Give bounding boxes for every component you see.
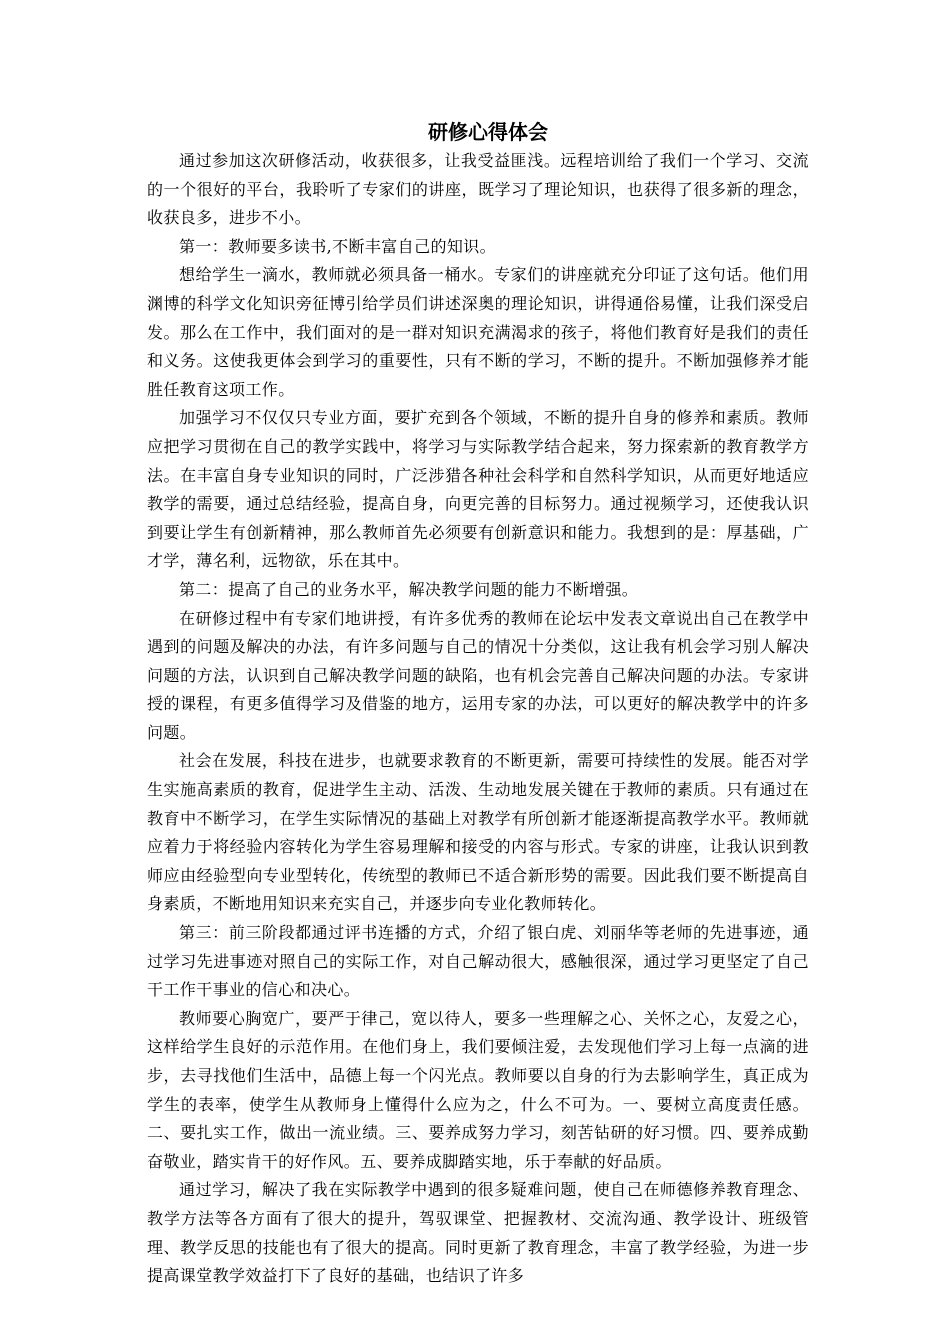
section-heading-first: 第一：教师要多读书,不断丰富自己的知识。	[179, 236, 497, 256]
paragraph: 通过学习，解决了我在实际教学中遇到的很多疑难问题，使自己在师德修养教育理念、教学方法等各方面有了很大的提升，驾驭课堂、把握教材、交流沟通、教学设计、班级管理、教学反思的技能也有了很大的提高。同时更新了教育理念，丰富了教学经验，为进一步提高课堂教学效益打下了良好的基础，也结识了许多	[147, 1180, 809, 1286]
paragraph: 在研修过程中有专家们地讲授，有许多优秀的教师在论坛中发表文章说出自己在教学中遇到的问题及解决的办法，有许多问题与自己的情况十分类似，这让我有机会学习别人解决问题的方法，认识到自己解决教学问题的缺陷，也有机会完善自己解决问题的办法。专家讲授的课程，有更多值得学习及借鉴的地方，运用专家的办法，可以更好的解决教学中的许多问题。	[147, 608, 809, 742]
paragraph: 想给学生一滴水，教师就必须具备一桶水。专家们的讲座就充分印证了这句话。他们用渊博的科学文化知识旁征博引给学员们讲述深奥的理论知识，讲得通俗易懂，让我们深受启发。那么在工作中，我们面对的是一群对知识充满渴求的孩子，将他们教育好是我们的责任和义务。这使我更体会到学习的重要性，只有不断的学习，不断的提升。不断加强修养才能胜任教育这项工作。	[147, 265, 809, 399]
document-page	[147, 118, 809, 1291]
document-title: 研修心得体会	[428, 120, 548, 144]
paragraph: 加强学习不仅仅只专业方面，要扩充到各个领域，不断的提升自身的修养和素质。教师应把学习贯彻在自己的教学实践中，将学习与实际教学结合起来，努力探索新的教育教学方法。在丰富自身专业知识的同时，广泛涉猎各种社会科学和自然科学知识，从而更好地适应教学的需要，通过总结经验，提高自身，向更完善的目标努力。通过视频学习，还使我认识到要让学生有创新精神，那么教师首先必须要有创新意识和能力。我想到的是：厚基础，广才学，薄名利，远物欲，乐在其中。	[147, 408, 809, 571]
section-heading-third: 第三：前三阶段都通过评书连播的方式，介绍了银白虎、刘丽华等老师的先进事迹，通过学习先进事迹对照自己的实际工作，对自己解动很大，感触很深，通过学习更坚定了自己干工作干事业的信心和决心。	[147, 923, 809, 1000]
paragraph: 教师要心胸宽广，要严于律己，宽以待人，要多一些理解之心、关怀之心，友爱之心，这样给学生良好的示范作用。在他们身上，我们要倾注爱，去发现他们学习上每一点滴的进步，去寻找他们生活中，品德上每一个闪光点。教师要以自身的行为去影响学生，真正成为学生的表率，使学生从教师身上懂得什么应为之，什么不可为。一、要树立高度责任感。二、要扎实工作，做出一流业绩。三、要养成努力学习，刻苦钻研的好习惯。四、要养成勤奋敬业，踏实肯干的好作风。五、要养成脚踏实地，乐于奉献的好品质。	[147, 1008, 809, 1171]
paragraph: 社会在发展，科技在进步，也就要求教育的不断更新，需要可持续性的发展。能否对学生实施高素质的教育，促进学生主动、活泼、生动地发展关键在于教师的素质。只有通过在教育中不断学习，在学生实际情况的基础上对教学有所创新才能逐渐提高教学水平。教师就应着力于将经验内容转化为学生容易理解和接受的内容与形式。专家的讲座，让我认识到教师应由经验型向专业型转化，传统型的教师已不适合新形势的需要。因此我们要不断提高自身素质，不断地用知识来充实自己，并逐步向专业化教师转化。	[147, 751, 809, 914]
section-heading-second: 第二：提高了自己的业务水平，解决教学问题的能力不断增强。	[179, 579, 639, 599]
paragraph-intro: 通过参加这次研修活动，收获很多，让我受益匪浅。远程培训给了我们一个学习、交流的一个很好的平台，我聆听了专家们的讲座，既学习了理论知识，也获得了很多新的理念，收获良多，进步不小。	[147, 151, 809, 228]
